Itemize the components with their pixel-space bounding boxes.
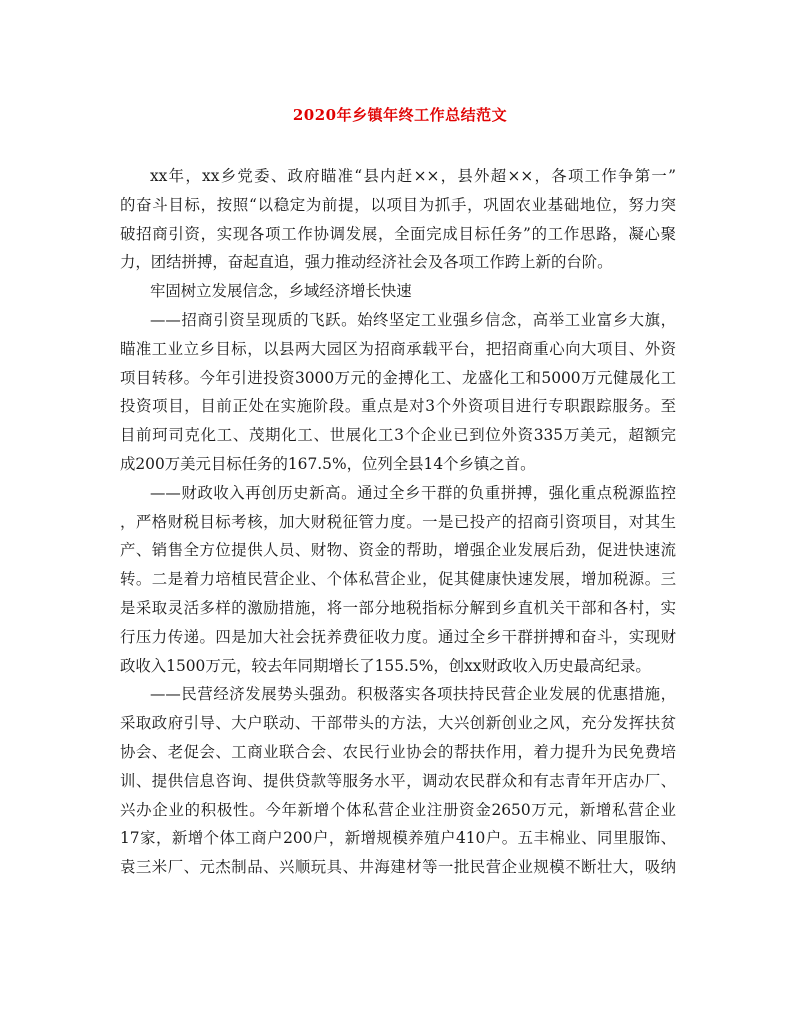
- text-line: 成200万美元目标任务的167.5%，位列全县14个乡镇之首。: [120, 454, 536, 473]
- text-line: 转。二是着力培植民营企业、个体私营企业，促其健康快速发展，增加税源。三: [120, 570, 676, 589]
- text-line: 目前珂司克化工、茂期化工、世展化工3个企业已到位外资335万美元，超额完: [120, 426, 676, 445]
- text-line: 行压力传递。四是加大社会抚养费征收力度。通过全乡干群拼搏和奋斗，实现财: [120, 627, 676, 646]
- document-body: [120, 162, 676, 882]
- text-line: 是采取灵活多样的激励措施，将一部分地税指标分解到乡直机关干部和各村，实: [120, 598, 676, 617]
- text-line: ——财政收入再创历史新高。通过全乡干群的负重拼搏，强化重点税源监控: [150, 483, 676, 502]
- text-line: 兴办企业的积极性。今年新增个体私营企业注册资金2650万元，新增私营企业: [120, 800, 676, 819]
- text-line: 投资项目，目前正处在实施阶段。重点是对3个外资项目进行专职跟踪服务。至: [120, 397, 676, 416]
- text-line: ——民营经济发展势头强劲。积极落实各项扶持民营企业发展的优惠措施，: [150, 685, 676, 704]
- text-line: 采取政府引导、大户联动、干部带头的方法，大兴创新创业之风，充分发挥扶贫: [120, 714, 676, 733]
- text-line: 牢固树立发展信念，乡域经济增长快速: [150, 282, 412, 301]
- text-line: 的奋斗目标，按照“以稳定为前提，以项目为抓手，巩固农业基础地位，努力突: [120, 195, 676, 214]
- text-line: 协会、老促会、工商业联合会、农民行业协会的帮扶作用，着力提升为民免费培: [120, 742, 676, 761]
- text-line: 政收入1500万元，较去年同期增长了155.5%，创xx财政收入历史最高纪录。: [120, 656, 651, 675]
- text-line: 袁三米厂、元杰制品、兴顺玩具、井海建材等一批民营企业规模不断壮大，吸纳: [120, 858, 676, 877]
- text-line: 产、销售全方位提供人员、财物、资金的帮助，增强企业发展后劲，促进快速流: [120, 541, 676, 560]
- text-line: 力，团结拼搏，奋起直追，强力推动经济社会及各项工作跨上新的台阶。: [120, 253, 613, 272]
- text-line: 训、提供信息咨询、提供贷款等服务水平，调动农民群众和有志青年开店办厂、: [120, 771, 676, 790]
- text-line: xx年，xx乡党委、政府瞄准“县内赶××，县外超××，各项工作争第一”: [150, 167, 676, 185]
- text-line: ，严格财税目标考核，加大财税征管力度。一是已投产的招商引资项目，对其生: [120, 512, 676, 531]
- text-line: 17家，新增个体工商户200户，新增规模养殖户410户。五丰棉业、同里服饰、: [120, 829, 676, 848]
- text-line: 破招商引资，实现各项工作协调发展，全面完成目标任务”的工作思路，凝心聚: [120, 224, 676, 243]
- text-line: 项目转移。今年引进投资3000万元的金搏化工、龙盛化工和5000万元健晟化工: [120, 368, 676, 387]
- text-line: ——招商引资呈现质的飞跃。始终坚定工业强乡信念，高举工业富乡大旗，: [150, 310, 676, 329]
- document-title: 2020年乡镇年终工作总结范文: [292, 106, 508, 124]
- text-line: 瞄准工业立乡目标，以县两大园区为招商承载平台，把招商重心向大项目、外资: [120, 339, 676, 358]
